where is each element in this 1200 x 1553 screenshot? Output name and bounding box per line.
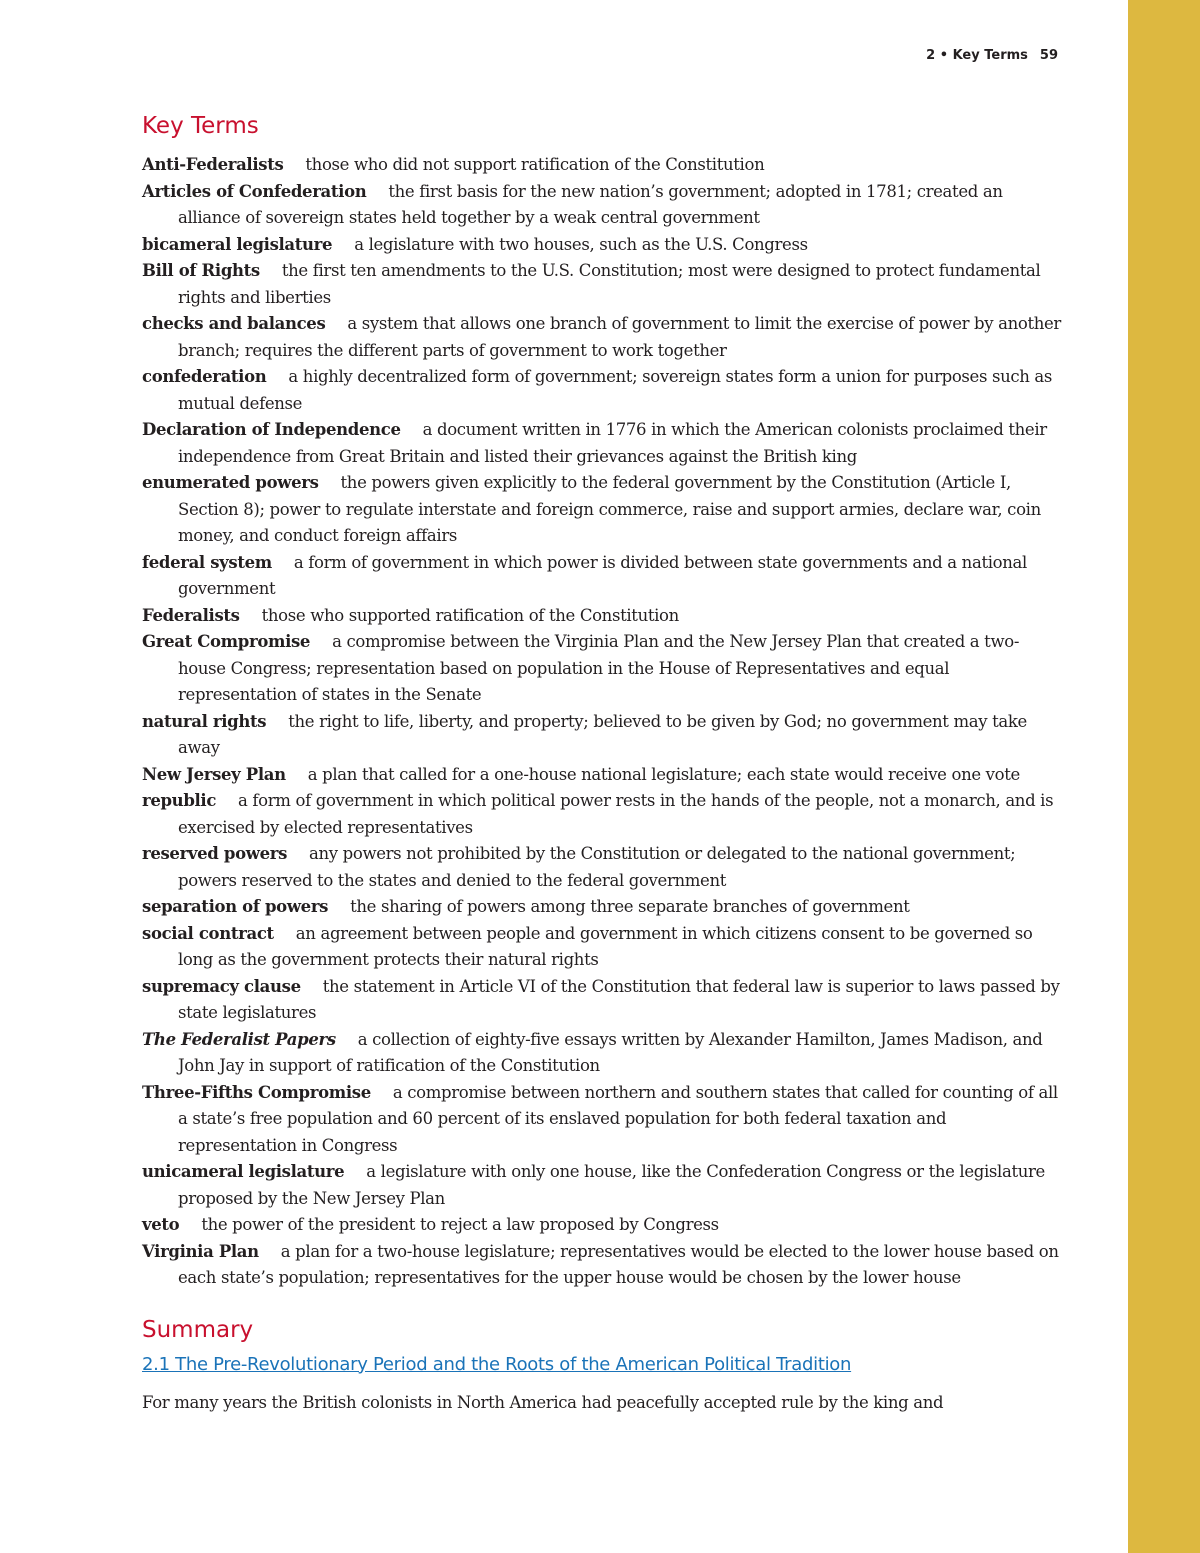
- term-entry: [142, 550, 1062, 603]
- term-name: Great Compromise: [142, 632, 311, 651]
- term-definition: the powers given explicitly to the federal government by the Constitution (Article I, Section 8); power to regulate interstate and foreign commerce, raise and support armies, declare war, coin money, and conduct foreign affairs: [178, 473, 1041, 545]
- term-entry: [142, 1080, 1062, 1160]
- term-entry: [142, 921, 1062, 974]
- term-name: republic: [142, 791, 217, 810]
- term-definition: a collection of eighty-five essays written by Alexander Hamilton, James Madison, and John Jay in support of ratification of the Constitution: [178, 1029, 1043, 1075]
- term-definition: a legislature with only one house, like the Confederation Congress or the legislature proposed by the New Jersey Plan: [178, 1162, 1045, 1208]
- running-head: [926, 48, 1058, 63]
- term-name: veto: [142, 1215, 180, 1234]
- term-name: checks and balances: [142, 314, 326, 333]
- term-entry: [142, 603, 1062, 630]
- term-definition: those who supported ratification of the Constitution: [261, 605, 679, 625]
- chapter-color-band: [1128, 0, 1200, 1553]
- term-name: Federalists: [142, 605, 240, 625]
- term-definition: the right to life, liberty, and property; believed to be given by God; no government may take away: [178, 711, 1027, 757]
- term-definition: the statement in Article VI of the Constitution that federal law is superior to laws passed by state legislatures: [178, 976, 1060, 1022]
- term-name: Articles of Confederation: [142, 181, 367, 201]
- term-definition: an agreement between people and government in which citizens consent to be governed so long as the government protects their natural rights: [178, 923, 1033, 969]
- term-name: The Federalist Papers: [142, 1029, 336, 1049]
- summary-section: [142, 1314, 1062, 1416]
- term-entry: [142, 841, 1062, 894]
- term-definition: those who did not support ratification of the Constitution: [305, 155, 765, 174]
- term-entry: [142, 258, 1062, 311]
- term-entry: [142, 1159, 1062, 1212]
- term-name: reserved powers: [142, 844, 288, 863]
- term-entry: [142, 152, 1062, 179]
- term-entry: [142, 788, 1062, 841]
- key-terms-heading: Key Terms: [142, 113, 259, 139]
- term-entry: [142, 974, 1062, 1027]
- term-definition: a compromise between northern and southern states that called for counting of all a state’s free population and 60 percent of its enslaved population for both federal taxation and representation in Congress: [178, 1082, 1058, 1155]
- term-definition: any powers not prohibited by the Constitution or delegated to the national government; powers reserved to the states and denied to the federal government: [178, 844, 1016, 890]
- term-entry: [142, 364, 1062, 417]
- term-definition: the sharing of powers among three separate branches of government: [350, 897, 910, 916]
- term-definition: the first basis for the new nation’s government; adopted in 1781; created an alliance of sovereign states held together by a weak central government: [178, 181, 1003, 227]
- term-definition: a form of government in which power is divided between state governments and a national government: [178, 552, 1027, 598]
- term-name: New Jersey Plan: [142, 764, 286, 784]
- page-content: [142, 110, 1062, 1416]
- term-entry: [142, 179, 1062, 232]
- term-definition: the first ten amendments to the U.S. Constitution; most were designed to protect fundamental rights and liberties: [178, 261, 1041, 307]
- term-definition: the power of the president to reject a law proposed by Congress: [201, 1215, 719, 1234]
- term-name: Virginia Plan: [142, 1241, 259, 1261]
- term-entry: [142, 894, 1062, 921]
- term-entry: [142, 1027, 1062, 1080]
- summary-paragraph: For many years the British colonists in North America had peacefully accepted rule by the king and: [142, 1392, 944, 1412]
- term-name: supremacy clause: [142, 976, 301, 996]
- term-entry: [142, 629, 1062, 709]
- term-definition: a plan for a two-house legislature; representatives would be elected to the lower house based on each state’s population; representatives for the upper house would be chosen by the lower house: [178, 1241, 1059, 1287]
- term-name: enumerated powers: [142, 473, 319, 492]
- term-entry: [142, 709, 1062, 762]
- term-entry: [142, 1212, 1062, 1239]
- term-entry: [142, 470, 1062, 550]
- term-entry: [142, 762, 1062, 789]
- term-entry: [142, 232, 1062, 259]
- term-name: Three-Fifths Compromise: [142, 1082, 371, 1102]
- term-entry: [142, 417, 1062, 470]
- term-definition: a legislature with two houses, such as the U.S. Congress: [354, 234, 808, 254]
- term-name: bicameral legislature: [142, 234, 333, 254]
- term-definition: a system that allows one branch of government to limit the exercise of power by another branch; requires the different parts of government to work together: [178, 314, 1061, 360]
- term-definition: a plan that called for a one-house national legislature; each state would receive one vote: [307, 764, 1020, 784]
- term-definition: a document written in 1776 in which the American colonists proclaimed their independence from Great Britain and listed their grievances against the British king: [178, 420, 1047, 466]
- term-definition: a form of government in which political power rests in the hands of the people, not a monarch, and is exercised by elected representatives: [178, 791, 1054, 837]
- section-2-1-link[interactable]: 2.1 The Pre-Revolutionary Period and the Roots of the American Political Tradition: [142, 1353, 852, 1375]
- term-name: unicameral legislature: [142, 1162, 345, 1181]
- page-number: 59: [1039, 48, 1058, 63]
- term-name: Bill of Rights: [142, 261, 260, 280]
- term-name: separation of powers: [142, 897, 329, 916]
- term-name: social contract: [142, 923, 274, 943]
- term-definition: a highly decentralized form of government; sovereign states form a union for purposes such as mutual defense: [178, 367, 1053, 413]
- term-name: natural rights: [142, 711, 267, 731]
- term-name: Anti-Federalists: [142, 155, 284, 174]
- term-definition: a compromise between the Virginia Plan and the New Jersey Plan that created a two-house Congress; representation based on population in the House of Representatives and equal representation of states in the Senate: [178, 632, 1020, 704]
- key-terms-list: [142, 152, 1062, 1292]
- term-name: confederation: [142, 367, 267, 386]
- term-entry: [142, 1239, 1062, 1292]
- summary-heading: Summary: [142, 1316, 254, 1343]
- term-entry: [142, 311, 1062, 364]
- running-head-chapter: 2 • Key Terms: [926, 48, 1028, 63]
- term-name: federal system: [142, 552, 272, 572]
- term-name: Declaration of Independence: [142, 420, 401, 439]
